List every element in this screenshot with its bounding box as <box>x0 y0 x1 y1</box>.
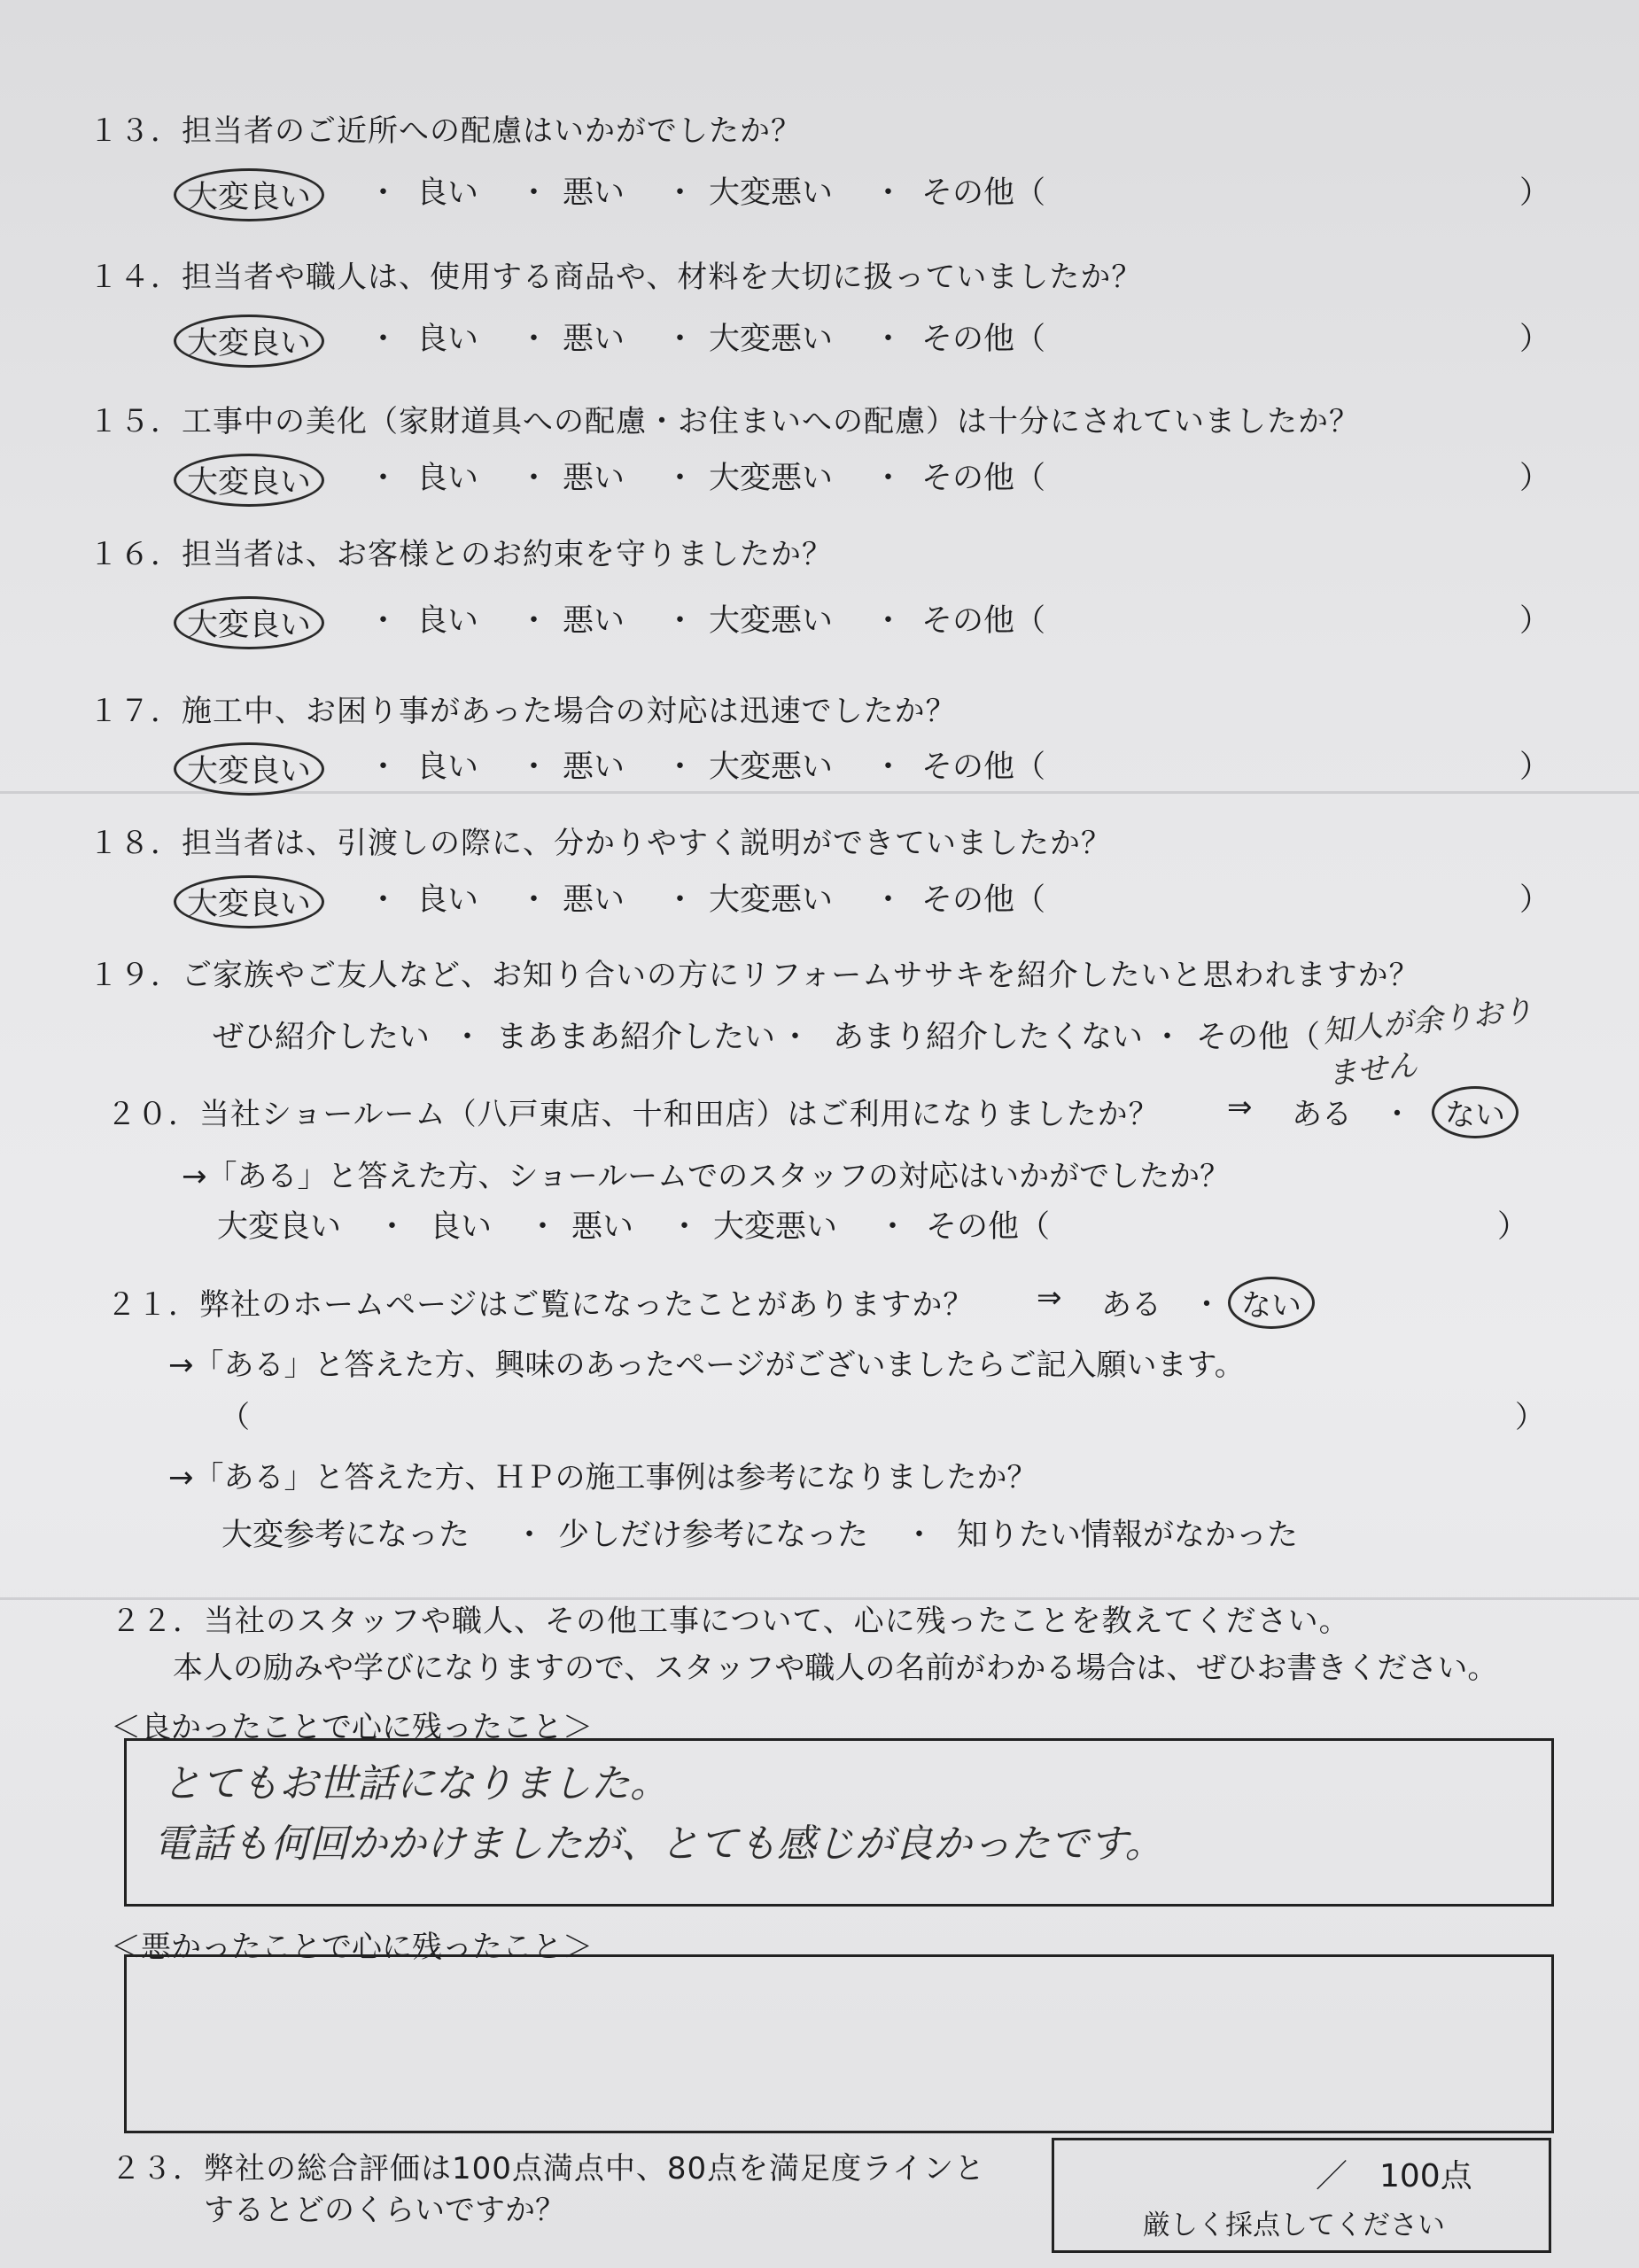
q15-option-bad[interactable]: 悪い <box>563 461 625 496</box>
q21-option-no[interactable]: ない <box>1228 1277 1315 1329</box>
score-text: ／ 100点 <box>1316 2158 1472 2194</box>
q15-option-very-good[interactable]: 大変良い <box>174 454 324 507</box>
q16-option-other[interactable]: その他（ <box>921 603 1046 639</box>
question-18: １８．担当者は、引渡しの際に、分かりやすく説明ができていましたか？ <box>89 826 1112 861</box>
q19-options: ぜひ紹介したい ・ まあまあ紹介したい ・ あまり紹介したくない ・ その他（ <box>213 1013 1542 1057</box>
q14-option-good[interactable]: 良い <box>416 322 479 357</box>
q17-option-very-bad[interactable]: 大変悪い <box>709 750 834 785</box>
question-14: １４．担当者や職人は、使用する商品や、材料を大切に扱っていましたか？ <box>89 260 1143 295</box>
score-note: 厳しく採点してください <box>1143 2210 1445 2241</box>
q16-option-bad[interactable]: 悪い <box>563 603 625 639</box>
q20-option-other[interactable]: その他（ <box>926 1209 1051 1245</box>
question-15: １５．工事中の美化（家財道具への配慮・お住まいへの配慮）は十分にされていましたか？ <box>89 404 1360 439</box>
q21-follow-question-2: →「ある」と答えた方、ＨＰの施工事例は参考になりましたか？ <box>168 1460 1037 1495</box>
q18-option-good[interactable]: 良い <box>416 882 479 918</box>
q20-option-bad[interactable]: 悪い <box>571 1209 634 1245</box>
q19-handwritten-answer: 知人が余りおりません <box>1321 992 1534 1092</box>
q20-arrow: ⇒ <box>1227 1090 1253 1125</box>
q14-option-very-bad[interactable]: 大変悪い <box>709 322 834 357</box>
q20-option-very-good[interactable]: 大変良い <box>217 1209 342 1245</box>
bad-comments-label: ＜悪かったことで心に残ったこと＞ <box>111 1930 593 1965</box>
q13-options: 大変良い ・ 良い ・ 悪い ・ 大変悪い ・ その他（ ） <box>186 168 1550 213</box>
q15-option-other[interactable]: その他（ <box>921 461 1046 496</box>
good-comments-box[interactable] <box>124 1738 1554 1907</box>
q17-option-good[interactable]: 良い <box>416 750 479 785</box>
q19-option-somewhat[interactable]: まあまあ紹介したい <box>496 1020 776 1055</box>
q20-follow-options: 大変良い ・ 良い ・ 悪い ・ 大変悪い ・ その他（ ） <box>217 1202 1528 1247</box>
q21-follow-options: 大変参考になった ・ 少しだけ参考になった ・ 知りたい情報がなかった <box>221 1511 1462 1555</box>
q15-options: 大変良い ・ 良い ・ 悪い ・ 大変悪い ・ その他（ ） <box>186 454 1550 498</box>
q13-option-other[interactable]: その他（ <box>921 175 1046 211</box>
question-13: １３．担当者のご近所への配慮はいかがでしたか？ <box>89 113 802 149</box>
q16-option-very-good[interactable]: 大変良い <box>174 596 324 649</box>
question-19: １９．ご家族やご友人など、お知り合いの方にリフォームササキを紹介したいと思われますか？ <box>89 958 1420 993</box>
q17-option-bad[interactable]: 悪い <box>563 750 625 785</box>
q19-option-other[interactable]: その他（ <box>1196 1020 1321 1055</box>
q20-option-yes[interactable]: ある <box>1292 1097 1352 1132</box>
q16-options: 大変良い ・ 良い ・ 悪い ・ 大変悪い ・ その他（ ） <box>186 596 1550 641</box>
q14-option-other[interactable]: その他（ <box>921 322 1046 357</box>
good-comment-line-1: とてもお世話になりました。 <box>162 1761 669 1806</box>
good-comment-line-2: 電話も何回かかけましたが、とても感じが良かったです。 <box>153 1821 1164 1867</box>
q19-option-definitely[interactable]: ぜひ紹介したい <box>213 1020 431 1055</box>
q16-option-very-bad[interactable]: 大変悪い <box>709 603 834 639</box>
question-23-line-2: するとどのくらいですか？ <box>204 2193 565 2228</box>
q21-option-not-useful[interactable]: 知りたい情報がなかった <box>957 1518 1299 1553</box>
bad-comments-box[interactable] <box>124 1954 1554 2133</box>
q18-option-very-good[interactable]: 大変良い <box>174 875 324 928</box>
q21-follow-question-1: →「ある」と答えた方、興味のあったページがございましたらご記入願います。 <box>168 1348 1245 1383</box>
question-16: １６．担当者は、お客様とのお約束を守りましたか？ <box>89 537 833 572</box>
q14-option-bad[interactable]: 悪い <box>563 322 625 357</box>
q21-paren-close: ） <box>1515 1400 1545 1435</box>
question-20: ２０．当社ショールーム（八戸東店、十和田店）はご利用になりましたか？ <box>106 1097 1160 1132</box>
q17-options: 大変良い ・ 良い ・ 悪い ・ 大変悪い ・ その他（ ） <box>186 742 1550 787</box>
question-22: ２２．当社のスタッフや職人、その他工事について、心に残ったことを教えてください。 <box>111 1604 1350 1639</box>
q17-option-very-good[interactable]: 大変良い <box>174 742 324 796</box>
q15-option-good[interactable]: 良い <box>416 461 479 496</box>
q18-option-other[interactable]: その他（ <box>921 882 1046 918</box>
question-21: ２１．弊社のホームページはご覧になったことがありますか？ <box>106 1287 975 1323</box>
q13-option-very-good[interactable]: 大変良い <box>174 168 324 221</box>
q13-option-very-bad[interactable]: 大変悪い <box>709 175 834 211</box>
q21-arrow: ⇒ <box>1037 1280 1062 1316</box>
q13-option-bad[interactable]: 悪い <box>563 175 625 211</box>
good-comments-label: ＜良かったことで心に残ったこと＞ <box>111 1710 593 1745</box>
q16-option-good[interactable]: 良い <box>416 603 479 639</box>
question-22-note: 本人の励みや学びになりますので、スタッフや職人の名前がわかる場合は、ぜひお書きください。 <box>173 1651 1498 1686</box>
q19-option-not-really[interactable]: あまり紹介したくない <box>833 1020 1144 1055</box>
q15-option-very-bad[interactable]: 大変悪い <box>709 461 834 496</box>
question-23-line-1: ２３．弊社の総合評価は100点満点中、80点を満足度ラインと <box>111 2151 986 2186</box>
score-box[interactable] <box>1052 2138 1551 2253</box>
q18-options: 大変良い ・ 良い ・ 悪い ・ 大変悪い ・ その他（ ） <box>186 875 1550 920</box>
q13-option-good[interactable]: 良い <box>416 175 479 211</box>
q20-option-good[interactable]: 良い <box>430 1209 493 1245</box>
q17-option-other[interactable]: その他（ <box>921 750 1046 785</box>
question-17: １７．施工中、お困り事があった場合の対応は迅速でしたか？ <box>89 694 957 729</box>
q18-option-bad[interactable]: 悪い <box>563 882 625 918</box>
q14-options: 大変良い ・ 良い ・ 悪い ・ 大変悪い ・ その他（ ） <box>186 315 1550 359</box>
q14-option-very-good[interactable]: 大変良い <box>174 315 324 368</box>
q21-option-yes[interactable]: ある <box>1101 1287 1161 1323</box>
q20-option-no[interactable]: ない <box>1432 1086 1519 1138</box>
q21-paren-open: （ <box>220 1400 250 1435</box>
q21-option-slightly-useful[interactable]: 少しだけ参考になった <box>558 1518 869 1553</box>
q18-option-very-bad[interactable]: 大変悪い <box>709 882 834 918</box>
q20-follow-question: →「ある」と答えた方、ショールームでのスタッフの対応はいかがでしたか？ <box>182 1159 1231 1194</box>
q20-option-very-bad[interactable]: 大変悪い <box>713 1209 838 1245</box>
q21-option-very-useful[interactable]: 大変参考になった <box>221 1518 470 1553</box>
